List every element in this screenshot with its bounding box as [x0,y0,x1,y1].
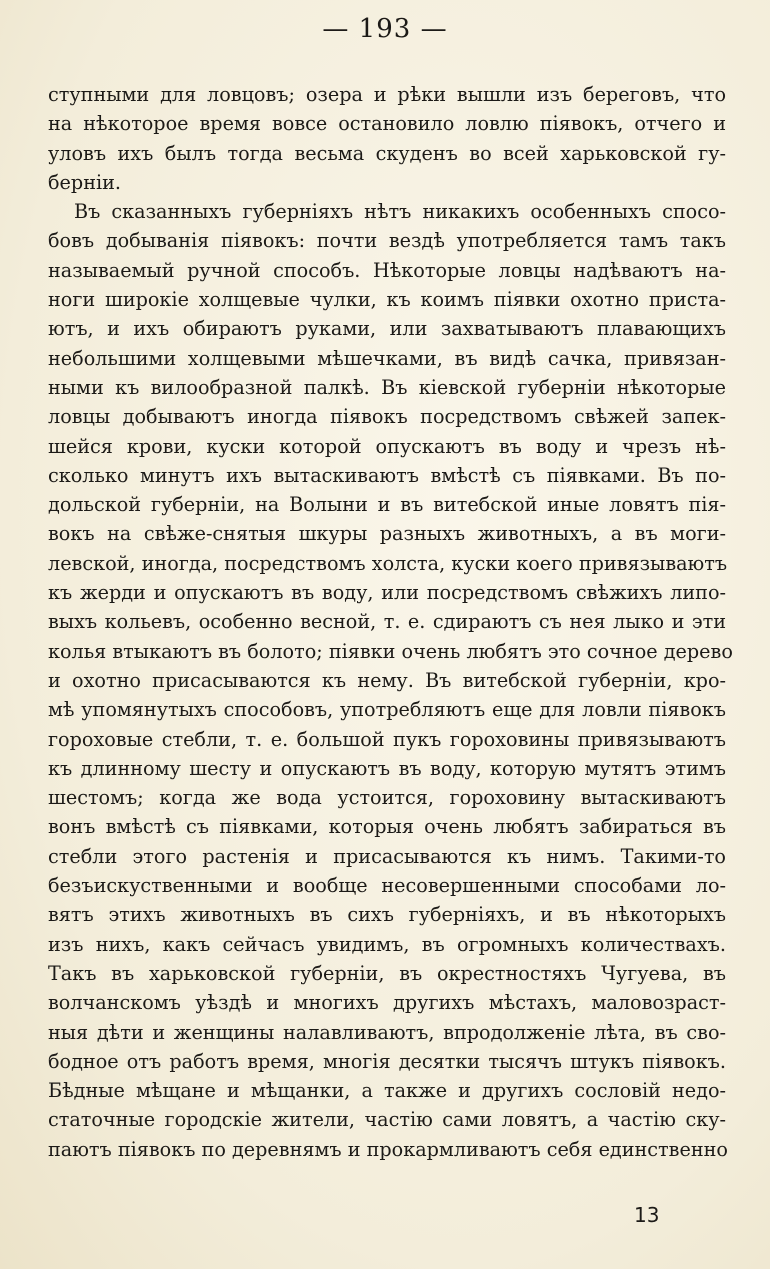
text-line: ными къ вилообразной палкѣ. Въ кіевской губерніи нѣкоторые [48,375,726,399]
text-line: вонъ вмѣстѣ съ піявками, которыя очень любятъ забираться въ [48,815,726,839]
text-line: вятъ этихъ животныхъ въ сихъ губерніяхъ, и въ нѣкоторыхъ [48,903,726,927]
text-line: и охотно присасываются къ нему. Въ витебской губерніи, кро- [48,668,726,692]
text-line: выхъ кольевъ, особенно весной, т. е. сдираютъ съ нея лыко и эти [48,610,726,634]
signature-mark: 13 [634,1203,660,1227]
text-line: безъискуственными и вообще несовершенными способами ло- [48,874,726,898]
text-line: Въ сказанныхъ губерніяхъ нѣтъ никакихъ особенныхъ спосо- [74,200,726,224]
body-text [48,80,733,1164]
text-line: статочные городскіе жители, частію сами ловятъ, а частію ску- [48,1108,726,1132]
text-line: стебли этого растенія и присасываются къ нимъ. Такими-то [48,844,726,868]
text-line: ноги широкіе холщевые чулки, къ коимъ піявки охотно приста- [48,288,726,312]
text-line: шестомъ; когда же вода устоится, гороховину вытаскиваютъ [48,786,726,810]
text-line: дольской губерніи, на Волыни и въ витебской иные ловятъ пія- [48,493,726,517]
text-line: уловъ ихъ былъ тогда весьма скуденъ во всей харьковской гу- [48,141,726,165]
text-line: къ жерди и опускаютъ въ воду, или посредствомъ свѣжихъ липо- [48,581,726,605]
text-line: вокъ на свѣже-снятыя шкуры разныхъ животныхъ, а въ моги- [48,522,726,546]
text-line: къ длинному шесту и опускаютъ въ воду, которую мутятъ этимъ [48,756,726,780]
text-line: колья втыкаютъ въ болото; піявки очень любятъ это сочное дерево [48,639,733,663]
text-line: изъ нихъ, какъ сейчасъ увидимъ, въ огромныхъ количествахъ. [48,932,726,956]
text-line: ловцы добываютъ иногда піявокъ посредствомъ свѣжей запек- [48,405,726,429]
text-line: ныя дѣти и женщины налавливаютъ, впродолженіе лѣта, въ сво- [48,1020,726,1044]
text-line: ступными для ловцовъ; озера и рѣки вышли изъ береговъ, что [48,83,726,106]
text-line: Бѣдные мѣщане и мѣщанки, а также и другихъ сословій недо- [48,1079,726,1103]
text-line: мѣ упомянутыхъ способовъ, употребляютъ еще для ловли піявокъ [48,698,726,722]
text-line: бовъ добыванія піявокъ: почти вездѣ употребляется тамъ такъ [48,229,726,253]
text-line: сколько минутъ ихъ вытаскиваютъ вмѣстѣ съ піявками. Въ по- [48,463,726,487]
text-line: паютъ піявокъ по деревнямъ и прокармливаютъ себя единственно [48,1137,728,1161]
text-line: левской, иногда, посредствомъ холста, куски коего привязываютъ [48,551,728,575]
text-line: волчанскомъ уѣздѣ и многихъ другихъ мѣстахъ, маловозраст- [48,991,726,1015]
text-line: гороховые стебли, т. е. большой пукъ гороховины привязываютъ [48,727,726,751]
text-line: шейся крови, куски которой опускаютъ въ воду и чрезъ нѣ- [48,434,726,458]
text-line: на нѣкоторое время вовсе остановило ловлю піявокъ, отчего и [48,112,726,136]
text-line: называемый ручной способъ. Нѣкоторые ловцы надѣваютъ на- [48,258,726,282]
text-line: ютъ, и ихъ обираютъ руками, или захватываютъ плавающихъ [48,317,726,341]
text-line: небольшими холщевыми мѣшечками, въ видѣ сачка, привязан- [48,346,726,370]
page-number-header: — 193 — [322,14,448,44]
text-line: берніи. [48,170,122,194]
text-line: Такъ въ харьковской губерніи, въ окрестностяхъ Чугуева, въ [48,961,726,985]
text-line: бодное отъ работъ время, многія десятки тысячъ штукъ піявокъ. [48,1049,726,1073]
